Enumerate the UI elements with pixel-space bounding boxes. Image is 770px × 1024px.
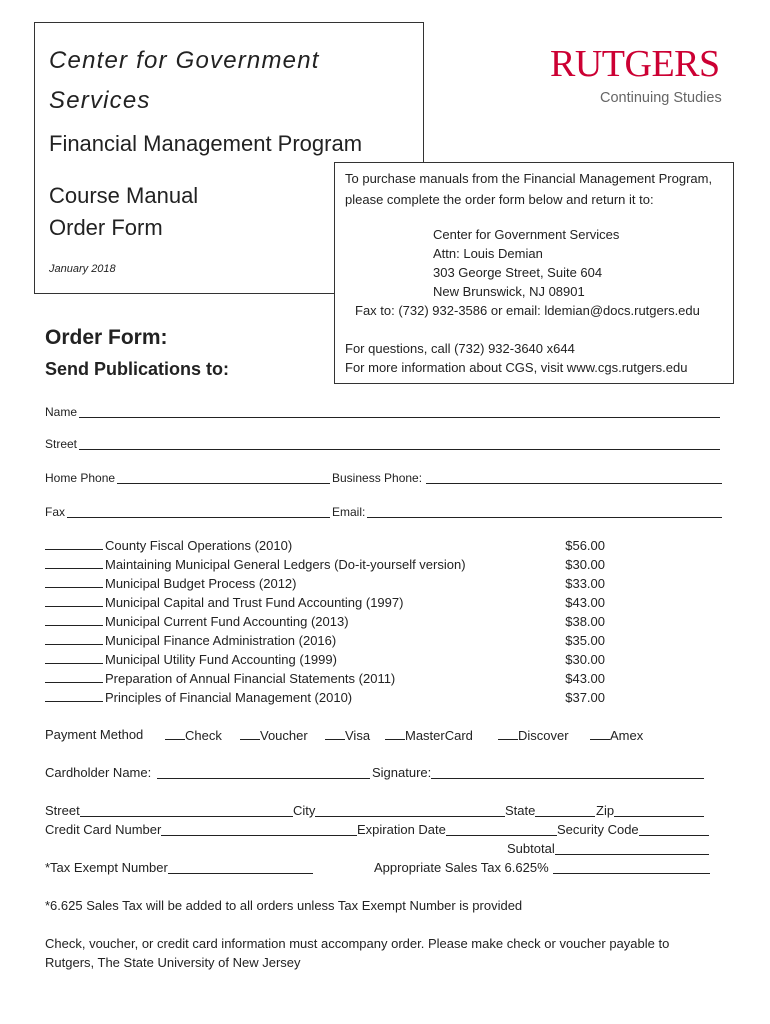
email-line[interactable]: [367, 505, 722, 518]
logo-subtitle: Continuing Studies: [600, 90, 722, 106]
tax-exempt-field[interactable]: [45, 860, 313, 875]
item-price: $30.00: [565, 557, 605, 572]
billing-street-field[interactable]: [45, 803, 293, 818]
payment-option-voucher[interactable]: Voucher: [240, 727, 308, 743]
email-field[interactable]: [332, 505, 722, 519]
payment-method-label: Payment Method: [45, 727, 144, 742]
quantity-blank[interactable]: [45, 593, 103, 607]
item-title: County Fiscal Operations (2010): [105, 538, 293, 553]
expiration-field[interactable]: [357, 822, 557, 837]
card-number-label: Credit Card Number: [45, 822, 162, 837]
item-title: Municipal Utility Fund Accounting (1999): [105, 652, 337, 667]
state-line[interactable]: [535, 803, 595, 817]
send-to-heading: Send Publications to:: [45, 359, 230, 379]
program-title: Financial Management Program: [49, 131, 363, 156]
address-line1: Center for Government Services: [433, 227, 620, 242]
city-line[interactable]: [315, 803, 505, 817]
more-info-line: For more information about CGS, visit www.cgs.rutgers.edu: [345, 360, 688, 375]
center-title-line2: Services: [49, 87, 151, 114]
state-field[interactable]: [505, 803, 595, 818]
expiration-line[interactable]: [446, 822, 557, 836]
home-phone-label: Home Phone: [45, 471, 116, 485]
subtotal-label: Subtotal: [507, 841, 555, 856]
quantity-blank[interactable]: [45, 688, 103, 702]
address-line4: New Brunswick, NJ 08901: [433, 284, 585, 299]
quantity-blank[interactable]: [45, 536, 103, 550]
quantity-blank[interactable]: [45, 555, 103, 569]
list-item[interactable]: [45, 612, 605, 631]
list-item[interactable]: [45, 688, 605, 707]
list-item[interactable]: [45, 650, 605, 669]
name-field[interactable]: [45, 405, 720, 419]
street-line[interactable]: [79, 437, 720, 450]
payment-option-visa[interactable]: Visa: [325, 727, 370, 743]
tax-exempt-line[interactable]: [168, 860, 313, 874]
sales-tax-field[interactable]: [374, 860, 710, 875]
payable-note-line2: Rutgers, The State University of New Jersey: [45, 955, 301, 970]
quantity-blank[interactable]: [45, 631, 103, 645]
manual-title-line1: Course Manual: [49, 183, 199, 208]
item-price: $43.00: [565, 595, 605, 610]
street-field[interactable]: [45, 437, 720, 451]
payable-note-line1: Check, voucher, or credit card information must accompany order. Please make check or voucher payable to: [45, 936, 670, 951]
fax-field[interactable]: [45, 505, 330, 519]
item-price: $30.00: [565, 652, 605, 667]
quantity-blank[interactable]: [45, 612, 103, 626]
list-item[interactable]: [45, 574, 605, 593]
list-item[interactable]: [45, 631, 605, 650]
security-code-label: Security Code: [557, 822, 639, 837]
zip-line[interactable]: [614, 803, 704, 817]
cardholder-label: Cardholder Name:: [45, 765, 152, 780]
order-form-heading: Order Form:: [45, 326, 168, 349]
item-title: Maintaining Municipal General Ledgers (Do-it-yourself version): [105, 557, 466, 572]
zip-field[interactable]: [596, 803, 704, 818]
item-price: $56.00: [565, 538, 605, 553]
name-line[interactable]: [79, 405, 720, 418]
billing-street-line[interactable]: [80, 803, 293, 817]
email-label: Email:: [332, 505, 366, 519]
business-phone-line[interactable]: [426, 471, 722, 484]
home-phone-field[interactable]: [45, 471, 330, 485]
state-label: State: [505, 803, 536, 818]
city-field[interactable]: [293, 803, 505, 818]
item-price: $43.00: [565, 671, 605, 686]
payment-option-discover[interactable]: Discover: [498, 727, 569, 743]
item-title: Municipal Budget Process (2012): [105, 576, 297, 591]
item-title: Municipal Capital and Trust Fund Accounting (1997): [105, 595, 404, 610]
expiration-label: Expiration Date: [357, 822, 446, 837]
info-box: [334, 162, 734, 384]
date-label: January 2018: [49, 263, 116, 275]
security-code-line[interactable]: [639, 822, 709, 836]
sales-tax-line[interactable]: [553, 860, 710, 874]
fax-email: Fax to: (732) 932-3586 or email: ldemian@docs.rutgers.edu: [355, 303, 700, 318]
subtotal-line[interactable]: [555, 841, 709, 855]
business-phone-field[interactable]: [332, 471, 722, 485]
name-label: Name: [45, 405, 78, 419]
center-title-line1: Center for Government: [49, 47, 320, 74]
quantity-blank[interactable]: [45, 650, 103, 664]
item-title: Municipal Current Fund Accounting (2013): [105, 614, 349, 629]
business-phone-label: Business Phone:: [332, 471, 423, 485]
tax-exempt-label: *Tax Exempt Number: [45, 860, 168, 875]
info-line1: To purchase manuals from the Financial Management Program,: [345, 171, 713, 186]
list-item[interactable]: [45, 536, 605, 555]
home-phone-line[interactable]: [117, 471, 330, 484]
signature-label: Signature:: [372, 765, 432, 780]
list-item[interactable]: [45, 555, 605, 574]
item-title: Preparation of Annual Financial Statements (2011): [105, 671, 396, 686]
zip-label: Zip: [596, 803, 615, 818]
tax-note: *6.625 Sales Tax will be added to all orders unless Tax Exempt Number is provided: [45, 898, 523, 913]
fax-label: Fax: [45, 505, 66, 519]
address-line2: Attn: Louis Demian: [433, 246, 543, 261]
address-line3: 303 George Street, Suite 604: [433, 265, 603, 280]
quantity-blank[interactable]: [45, 669, 103, 683]
street-label: Street: [45, 437, 78, 451]
signature-field[interactable]: [372, 765, 704, 780]
quantity-blank[interactable]: [45, 574, 103, 588]
payment-option-amex[interactable]: Amex: [590, 727, 643, 743]
card-number-line[interactable]: [161, 822, 357, 836]
payment-option-mastercard[interactable]: MasterCard: [385, 727, 473, 743]
city-label: City: [293, 803, 316, 818]
rutgers-logo: RUTGERS: [550, 43, 720, 85]
item-title: Municipal Finance Administration (2016): [105, 633, 337, 648]
signature-line[interactable]: [431, 765, 704, 779]
info-line2: please complete the order form below and return it to:: [345, 192, 654, 207]
publication-list: [45, 536, 605, 707]
card-number-field[interactable]: [45, 822, 357, 837]
subtotal-field[interactable]: [507, 841, 709, 856]
payment-option-check[interactable]: Check: [165, 727, 222, 743]
billing-street-label: Street: [45, 803, 80, 818]
cardholder-line[interactable]: [157, 765, 370, 779]
list-item[interactable]: [45, 669, 605, 688]
item-price: $33.00: [565, 576, 605, 591]
fax-line[interactable]: [67, 505, 330, 518]
security-code-field[interactable]: [557, 822, 709, 837]
item-price: $38.00: [565, 614, 605, 629]
cardholder-field[interactable]: [45, 765, 370, 780]
sales-tax-label: Appropriate Sales Tax 6.625%: [374, 860, 549, 875]
item-price: $35.00: [565, 633, 605, 648]
item-price: $37.00: [565, 690, 605, 705]
list-item[interactable]: [45, 593, 605, 612]
questions-line: For questions, call (732) 932-3640 x644: [345, 341, 575, 356]
item-title: Principles of Financial Management (2010): [105, 690, 353, 705]
manual-title-line2: Order Form: [49, 215, 163, 240]
